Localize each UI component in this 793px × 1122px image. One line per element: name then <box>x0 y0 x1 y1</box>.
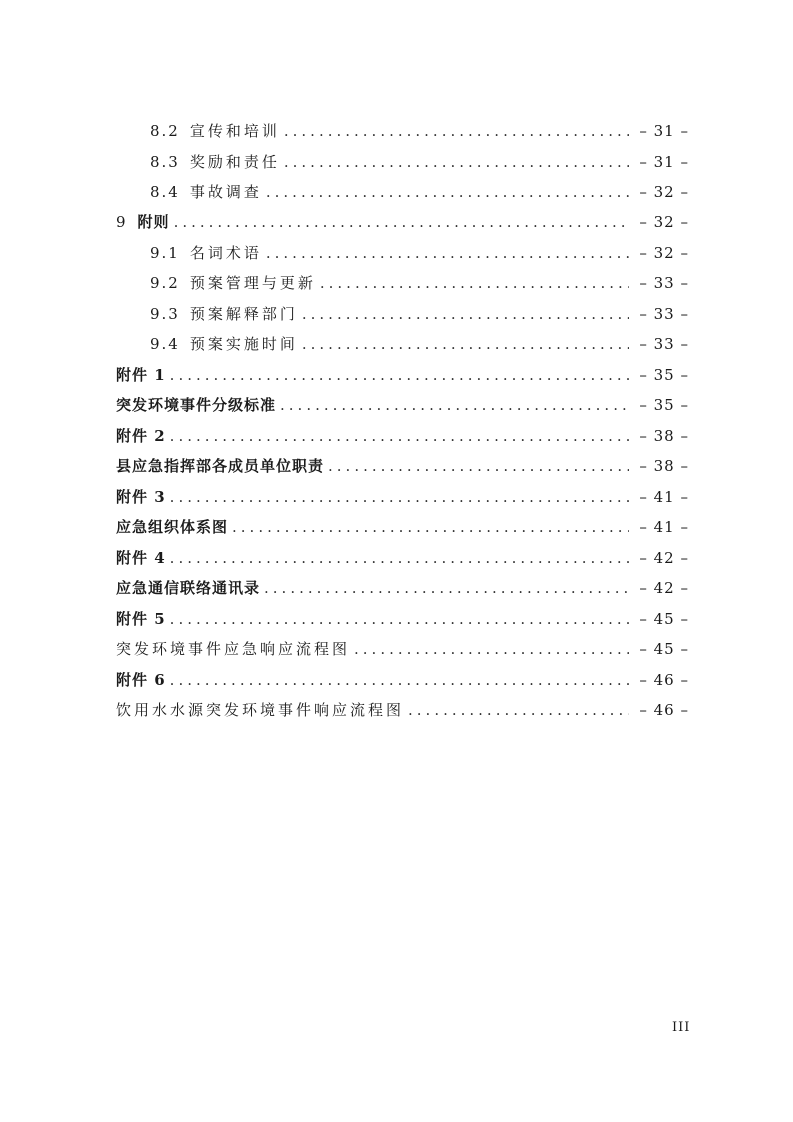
toc-entry-page: – 46 – <box>639 701 689 719</box>
toc-entry <box>116 210 689 234</box>
toc-entry-number: 9.3 <box>150 305 180 323</box>
toc-leader <box>320 271 629 295</box>
toc-leader <box>354 637 629 661</box>
toc-leader <box>266 241 629 265</box>
toc-entry-page: – 38 – <box>639 457 689 475</box>
toc-leader <box>328 454 629 478</box>
toc-entry-page: – 33 – <box>639 274 689 292</box>
toc-entry-page: – 31 – <box>639 122 689 140</box>
toc-entry-page: – 35 – <box>639 396 689 414</box>
toc-entry <box>150 302 689 326</box>
toc-entry-number: 9.1 <box>150 244 180 262</box>
toc-entry-page: – 32 – <box>639 213 689 231</box>
toc-leader <box>170 424 629 448</box>
toc-entry <box>116 515 689 539</box>
toc-entry-title: 附件 3 <box>116 488 166 506</box>
toc-entry <box>116 454 689 478</box>
toc-entry-title: 事故调查 <box>189 183 262 201</box>
toc-entry-title: 突发环境事件应急响应流程图 <box>116 640 351 658</box>
toc-leader <box>170 607 629 631</box>
toc-entry-page: – 41 – <box>639 488 689 506</box>
toc-entry-title: 附件 4 <box>116 549 166 567</box>
toc-entry-page: – 35 – <box>639 366 689 384</box>
toc-entry-page: – 41 – <box>639 518 689 536</box>
toc-entry <box>116 607 689 631</box>
toc-entry-number: 9.4 <box>150 335 180 353</box>
toc-leader <box>232 515 629 539</box>
toc-entry-title: 预案实施时间 <box>189 335 298 353</box>
toc-leader <box>302 302 629 326</box>
toc-entry <box>150 180 689 204</box>
toc-leader <box>266 180 629 204</box>
toc-leader <box>284 119 629 143</box>
toc-entry-title: 附则 <box>137 213 170 231</box>
toc-entry-number: 8.2 <box>150 122 180 140</box>
toc-leader <box>174 210 629 234</box>
toc-entry <box>116 393 689 417</box>
toc-entry-title: 突发环境事件分级标准 <box>116 396 277 414</box>
toc-leader <box>264 576 629 600</box>
toc-leader <box>170 668 629 692</box>
toc-entry-title: 应急通信联络通讯录 <box>116 579 261 597</box>
toc-entry <box>150 241 689 265</box>
toc-entry-title: 宣传和培训 <box>189 122 280 140</box>
toc-entry-page: – 32 – <box>639 183 689 201</box>
toc-entry-title: 附件 5 <box>116 610 166 628</box>
toc-entry <box>116 698 689 722</box>
toc-entry-title: 饮用水水源突发环境事件响应流程图 <box>116 701 405 719</box>
toc-entry-title: 名词术语 <box>189 244 262 262</box>
toc-leader <box>408 698 629 722</box>
toc-entry-page: – 45 – <box>639 610 689 628</box>
toc-entry-page: – 32 – <box>639 244 689 262</box>
toc-entry <box>116 637 689 661</box>
toc-entry <box>150 119 689 143</box>
toc-entry-page: – 42 – <box>639 579 689 597</box>
toc-entry-page: – 42 – <box>639 549 689 567</box>
toc-entry-page: – 38 – <box>639 427 689 445</box>
toc-entry <box>116 546 689 570</box>
toc-entry-title: 县应急指挥部各成员单位职责 <box>116 457 325 475</box>
toc-leader <box>302 332 629 356</box>
toc-entry-page: – 33 – <box>639 305 689 323</box>
toc-entry <box>116 485 689 509</box>
toc-entry-number: 8.4 <box>150 183 180 201</box>
toc-entry-page: – 45 – <box>639 640 689 658</box>
toc-leader <box>280 393 629 417</box>
toc-entry-title: 附件 1 <box>116 366 166 384</box>
toc-entry-number: 8.3 <box>150 153 180 171</box>
toc-entry-title: 应急组织体系图 <box>116 518 229 536</box>
toc-entry <box>150 150 689 174</box>
toc-leader <box>170 363 629 387</box>
toc-leader <box>170 485 629 509</box>
toc-entry-page: – 31 – <box>639 153 689 171</box>
toc-entry-title: 附件 6 <box>116 671 166 689</box>
toc-leader <box>284 150 629 174</box>
toc-entry <box>116 668 689 692</box>
toc-entry <box>116 363 689 387</box>
toc-entry-title: 奖励和责任 <box>189 153 280 171</box>
toc-entry-page: – 46 – <box>639 671 689 689</box>
toc-leader <box>170 546 629 570</box>
toc-entry-number: 9 <box>116 213 128 231</box>
toc-entry-title: 预案管理与更新 <box>189 274 316 292</box>
toc-entry <box>150 271 689 295</box>
toc-entry <box>150 332 689 356</box>
toc-entry-title: 附件 2 <box>116 427 166 445</box>
toc-entry-title: 预案解释部门 <box>189 305 298 323</box>
toc-entry-number: 9.2 <box>150 274 180 292</box>
toc-entry-page: – 33 – <box>639 335 689 353</box>
toc-entry <box>116 576 689 600</box>
page-number: III <box>672 1020 691 1035</box>
toc-entry <box>116 424 689 448</box>
